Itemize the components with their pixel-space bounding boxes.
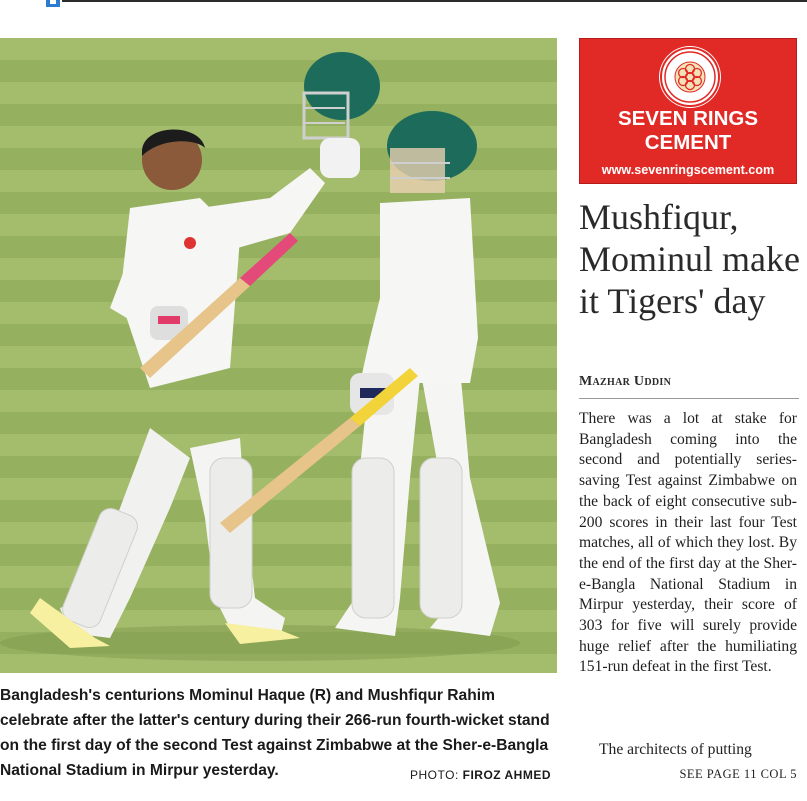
ad-brand-name bbox=[580, 107, 796, 155]
byline-divider bbox=[579, 398, 799, 399]
ad-brand-line2: CEMENT bbox=[644, 131, 732, 154]
ad-url[interactable]: www.sevenringscement.com bbox=[601, 163, 775, 177]
player-right bbox=[220, 111, 500, 636]
seven-rings-logo-icon bbox=[660, 47, 720, 107]
photo-credit-name: FIROZ AHMED bbox=[462, 768, 552, 782]
seven-rings-cement-ad[interactable] bbox=[579, 38, 797, 184]
ad-brand-line1: SEVEN RINGS bbox=[617, 107, 759, 130]
photo-credit bbox=[410, 768, 551, 782]
jump-line[interactable]: SEE PAGE 11 COL 5 bbox=[679, 767, 797, 781]
section-marker bbox=[46, 0, 60, 7]
article-body: There was a lot at stake for Bangladesh coming into the second and potentially series-saving Test against Zimbabwe on the back of eight consecutive sub-200 scores in their last four Test matches, all of which they lost. By the end of the first day at the Sher-e-Bangla National Stadium in Mirpur yesterday, their score of 303 for five will surely provide huge relief after the humiliating 151-run defeat in the first Test. bbox=[579, 410, 797, 676]
photo-caption: Bangladesh's centurions Mominul Haque (R) and Mushfiqur Rahim celebrate after the latter's century during their 266-run fourth-wicket stand on the first day of the second Test against Zimbabwe at the Sher-e-Bangla National Stadium in Mirpur yesterday. bbox=[0, 687, 550, 779]
helmet-raised bbox=[304, 52, 380, 178]
article-body-continued: The architects of putting bbox=[599, 741, 752, 758]
article-headline: Mushfiqur, Mominul make it Tigers' day bbox=[579, 197, 800, 321]
article-byline: Mazhar Uddin bbox=[579, 374, 672, 389]
player-left bbox=[30, 129, 325, 648]
cricket-photo bbox=[0, 38, 557, 673]
photo-credit-prefix: PHOTO: bbox=[410, 768, 463, 782]
top-rule bbox=[62, 0, 807, 2]
cricketers-illustration bbox=[0, 38, 557, 673]
